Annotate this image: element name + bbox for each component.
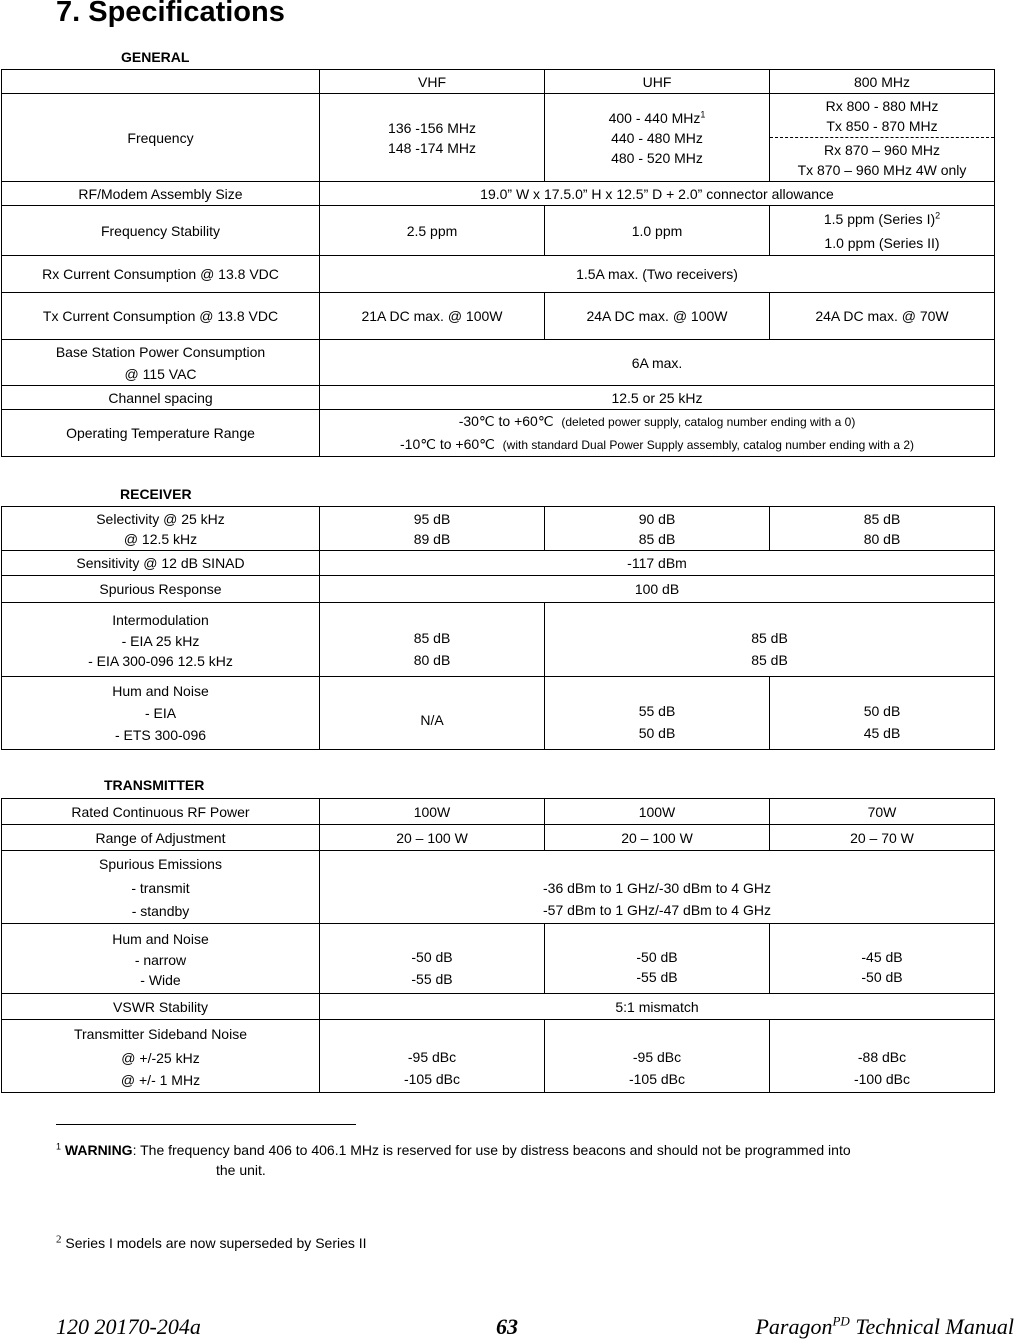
stability-800: 1.5 ppm (Series I)$^2$ 1.0 ppm (Series II): [770, 206, 995, 256]
footer-doc-number: 120 20170-204a: [56, 1314, 201, 1339]
channel-spacing-value: 12.5 or 25 kHz: [320, 386, 995, 410]
general-header-row: [2, 70, 995, 94]
tx-current-vhf: 21A DC max. @ 100W: [320, 293, 545, 340]
rx-hum-vhf: N/A: [320, 677, 545, 750]
footer-manual-title: Paragon$^{PD}$ Technical Manual: [755, 1313, 1014, 1339]
frequency-vhf: 136 -156 MHz 148 -174 MHz: [320, 94, 545, 182]
range-row: [2, 825, 995, 851]
tx-current-row: [2, 293, 995, 340]
transmitter-table: [1, 798, 995, 1093]
rx-hum-uhf: 55 dB 50 dB: [545, 677, 770, 750]
rated-power-vhf: 100W: [320, 799, 545, 825]
range-uhf: 20 – 100 W: [545, 825, 770, 851]
intermod-label: Intermodulation - EIA 25 kHz - EIA 300-096 12.5 kHz: [2, 603, 320, 677]
assembly-size-value: 19.0” W x 17.5.0” H x 12.5” D + 2.0” connector allowance: [320, 182, 995, 206]
tx-hum-800: -45 dB -50 dB: [770, 924, 995, 994]
spurious-response-value: 100 dB: [320, 576, 995, 603]
spurious-emissions-value: -36 dBm to 1 GHz/-30 dBm to 4 GHz -57 dBm to 1 GHz/-47 dBm to 4 GHz: [320, 851, 995, 924]
general-table: [1, 69, 995, 457]
range-vhf: 20 – 100 W: [320, 825, 545, 851]
frequency-800-a: Rx 800 - 880 MHz Tx 850 - 870 MHz: [770, 94, 995, 138]
frequency-label: Frequency: [2, 94, 320, 182]
base-power-row: [2, 340, 995, 386]
tx-hum-label: Hum and Noise - narrow - Wide: [2, 924, 320, 994]
receiver-table: [1, 506, 995, 750]
selectivity-vhf: 95 dB 89 dB: [320, 507, 545, 551]
rx-current-value: 1.5A max. (Two receivers): [320, 256, 995, 293]
stability-row: [2, 206, 995, 256]
footnote-1-continuation: the unit.: [216, 1162, 266, 1178]
footnote-2-text: Series I models are now superseded by Series II: [65, 1235, 367, 1251]
temperature-label: Operating Temperature Range: [2, 410, 320, 457]
intermod-uhf-800: 85 dB 85 dB: [545, 603, 995, 677]
channel-spacing-label: Channel spacing: [2, 386, 320, 410]
footnote-ref-2[interactable]: 2: [935, 209, 941, 220]
col-header-800: 800 MHz: [770, 70, 995, 94]
sensitivity-label: Sensitivity @ 12 dB SINAD: [2, 551, 320, 576]
rated-power-label: Rated Continuous RF Power: [2, 799, 320, 825]
empty-header-cell: [2, 70, 320, 94]
sideband-label: Transmitter Sideband Noise @ +/-25 kHz @ +/- 1 MHz: [2, 1020, 320, 1093]
tx-hum-uhf: -50 dB -55 dB: [545, 924, 770, 994]
temperature-row: [2, 410, 995, 457]
footnote-1-text: : The frequency band 406 to 406.1 MHz is reserved for use by distress beacons and should not be programmed into: [132, 1142, 851, 1158]
assembly-size-label: RF/Modem Assembly Size: [2, 182, 320, 206]
col-header-vhf: VHF: [320, 70, 545, 94]
rx-current-label: Rx Current Consumption @ 13.8 VDC: [2, 256, 320, 293]
footnote-ref-1[interactable]: 1: [700, 108, 706, 119]
sideband-vhf: -95 dBc -105 dBc: [320, 1020, 545, 1093]
rated-power-row: [2, 799, 995, 825]
receiver-section-label: RECEIVER: [120, 486, 192, 502]
selectivity-800: 85 dB 80 dB: [770, 507, 995, 551]
temperature-value: -30℃ to +60℃ (deleted power supply, catalog number ending with a 0) -10℃ to +60℃ (with standard Dual Power Supply assembly, catalog number ending with a 2): [320, 410, 995, 457]
selectivity-label: Selectivity @ 25 kHz @ 12.5 kHz: [2, 507, 320, 551]
spurious-response-label: Spurious Response: [2, 576, 320, 603]
stability-label: Frequency Stability: [2, 206, 320, 256]
selectivity-uhf: 90 dB 85 dB: [545, 507, 770, 551]
base-power-value: 6A max.: [320, 340, 995, 386]
footnote-2: [56, 1235, 367, 1251]
intermod-row: [2, 603, 995, 677]
general-section-label: GENERAL: [121, 49, 190, 65]
footnote-1: [56, 1142, 976, 1158]
frequency-row: [2, 94, 995, 138]
sideband-row: [2, 1020, 995, 1093]
spurious-emissions-row: [2, 851, 995, 924]
vswr-label: VSWR Stability: [2, 994, 320, 1020]
footnote-separator: [56, 1124, 356, 1125]
vswr-value: 5:1 mismatch: [320, 994, 995, 1020]
channel-spacing-row: [2, 386, 995, 410]
footnote-1-warning: WARNING: [64, 1142, 133, 1158]
page-title: 7. Specifications: [56, 0, 285, 28]
sideband-800: -88 dBc -100 dBc: [770, 1020, 995, 1093]
frequency-800-b: Rx 870 – 960 MHz Tx 870 – 960 MHz 4W only: [770, 138, 995, 182]
intermod-vhf: 85 dB 80 dB: [320, 603, 545, 677]
range-label: Range of Adjustment: [2, 825, 320, 851]
sensitivity-row: [2, 551, 995, 576]
range-800: 20 – 70 W: [770, 825, 995, 851]
stability-uhf: 1.0 ppm: [545, 206, 770, 256]
transmitter-section-label: TRANSMITTER: [104, 777, 205, 793]
spurious-response-row: [2, 576, 995, 603]
col-header-uhf: UHF: [545, 70, 770, 94]
tx-current-800: 24A DC max. @ 70W: [770, 293, 995, 340]
stability-vhf: 2.5 ppm: [320, 206, 545, 256]
base-power-label: Base Station Power Consumption @ 115 VAC: [2, 340, 320, 386]
sensitivity-value: -117 dBm: [320, 551, 995, 576]
footnote-1-mark: 1: [56, 1141, 62, 1152]
rx-current-row: [2, 256, 995, 293]
rx-hum-800: 50 dB 45 dB: [770, 677, 995, 750]
rated-power-800: 70W: [770, 799, 995, 825]
rx-hum-label: Hum and Noise - EIA - ETS 300-096: [2, 677, 320, 750]
vswr-row: [2, 994, 995, 1020]
rated-power-uhf: 100W: [545, 799, 770, 825]
selectivity-row: [2, 507, 995, 551]
tx-current-label: Tx Current Consumption @ 13.8 VDC: [2, 293, 320, 340]
assembly-size-row: [2, 182, 995, 206]
frequency-uhf: 400 - 440 MHz$^1$ 440 - 480 MHz 480 - 520 MHz: [545, 94, 770, 182]
tx-hum-vhf: -50 dB -55 dB: [320, 924, 545, 994]
sideband-uhf: -95 dBc -105 dBc: [545, 1020, 770, 1093]
footer-page-number: 63: [496, 1314, 518, 1339]
tx-hum-row: [2, 924, 995, 994]
rx-hum-row: [2, 677, 995, 750]
spurious-emissions-label: Spurious Emissions - transmit - standby: [2, 851, 320, 924]
tx-current-uhf: 24A DC max. @ 100W: [545, 293, 770, 340]
footnote-2-mark: 2: [56, 1233, 62, 1246]
